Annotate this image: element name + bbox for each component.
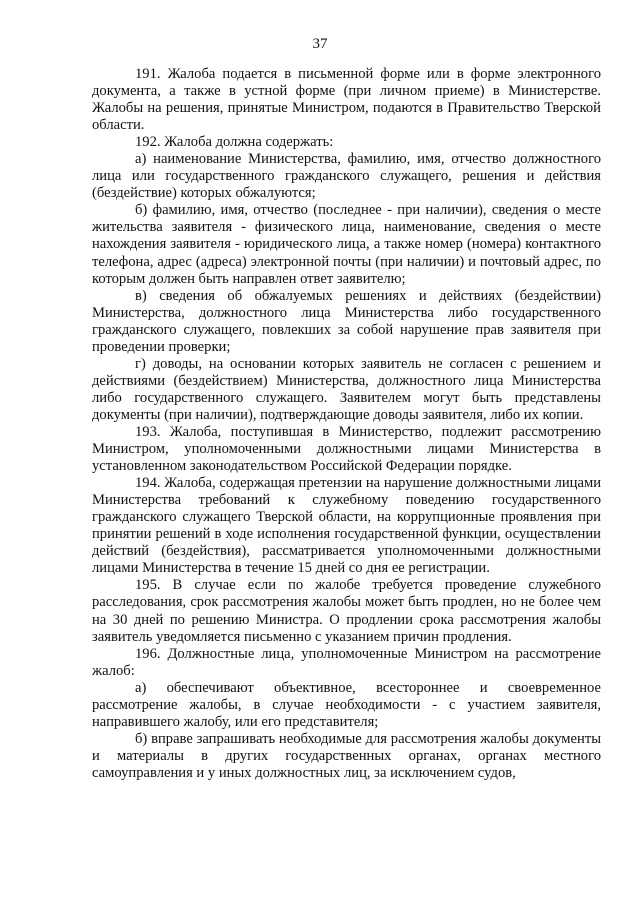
page-number: 37 [312,36,328,52]
paragraph-192: 192. Жалоба должна содержать: [135,134,334,151]
paragraph-191: 191. Жалоба подается в письменной форме или в форме электронного документа, а также в устной форме (при личном приеме) в Министерстве. Жалобы на решения, принятые Министром, подаются в Правительство Тверской области. [92,66,601,134]
paragraph-192-a: а) наименование Министерства, фамилию, имя, отчество должностного лица или государственного гражданского служащего, решения и действия (бездействие) которых обжалуются; [92,151,601,202]
paragraph-196-b: б) вправе запрашивать необходимые для рассмотрения жалобы документы и материалы в других государственных органах, органах местного самоуправления и у иных должностных лиц, за исключением судов, [92,730,601,781]
paragraph-192-v: в) сведения об обжалуемых решениях и действиях (бездействии) Министерства, должностного лица Министерства либо государственного гражданского служащего, повлекших за собой нарушение прав заявителя при проведении проверки; [92,287,601,355]
paragraph-196-a: а) обеспечивают объективное, всестороннее и своевременное рассмотрение жалобы, в случае необходимости - с участием заявителя, направившего жалобу, или его представителя; [92,679,601,730]
paragraph-192-b: б) фамилию, имя, отчество (последнее - при наличии), сведения о месте жительства заявителя - физического лица, наименование, сведения о месте нахождения заявителя - юридического лица, а также номер (номера) контактного телефона, адрес (адреса) электронной почты (при наличии) и почтовый адрес, по которым должен быть направлен ответ заявителю; [92,202,601,287]
paragraph-192-g: г) доводы, на основании которых заявитель не согласен с решением и действиями (бездействием) Министерства, должностного лица Министерства либо государственного служащего. Заявителем могут быть представлены документы (при наличии), подтверждающие доводы заявителя, либо их копии. [92,355,601,423]
document-body [92,66,601,782]
paragraph-193: 193. Жалоба, поступившая в Министерство, подлежит рассмотрению Министром, уполномоченными должностными лицами Министерства в установленном законодательством Российской Федерации порядке. [92,423,601,475]
paragraph-195: 195. В случае если по жалобе требуется проведение служебного расследования, срок рассмотрения жалобы может быть продлен, но не более чем на 30 дней по решению Министра. О продлении срока рассмотрения жалобы заявитель уведомляется письменно с указанием причин продления. [92,577,601,645]
paragraph-196: 196. Должностные лица, уполномоченные Министром на рассмотрение жалоб: [92,645,601,679]
paragraph-194: 194. Жалоба, содержащая претензии на нарушение должностными лицами Министерства требований к служебному поведению государственного гражданского служащего Тверской области, на коррупционные проявления при принятии решений в ходе исполнения государственной функции, осуществлении действий (бездействия), рассматривается уполномоченными должностными лицами Министерства в течение 15 дней со дня ее регистрации. [92,475,601,577]
